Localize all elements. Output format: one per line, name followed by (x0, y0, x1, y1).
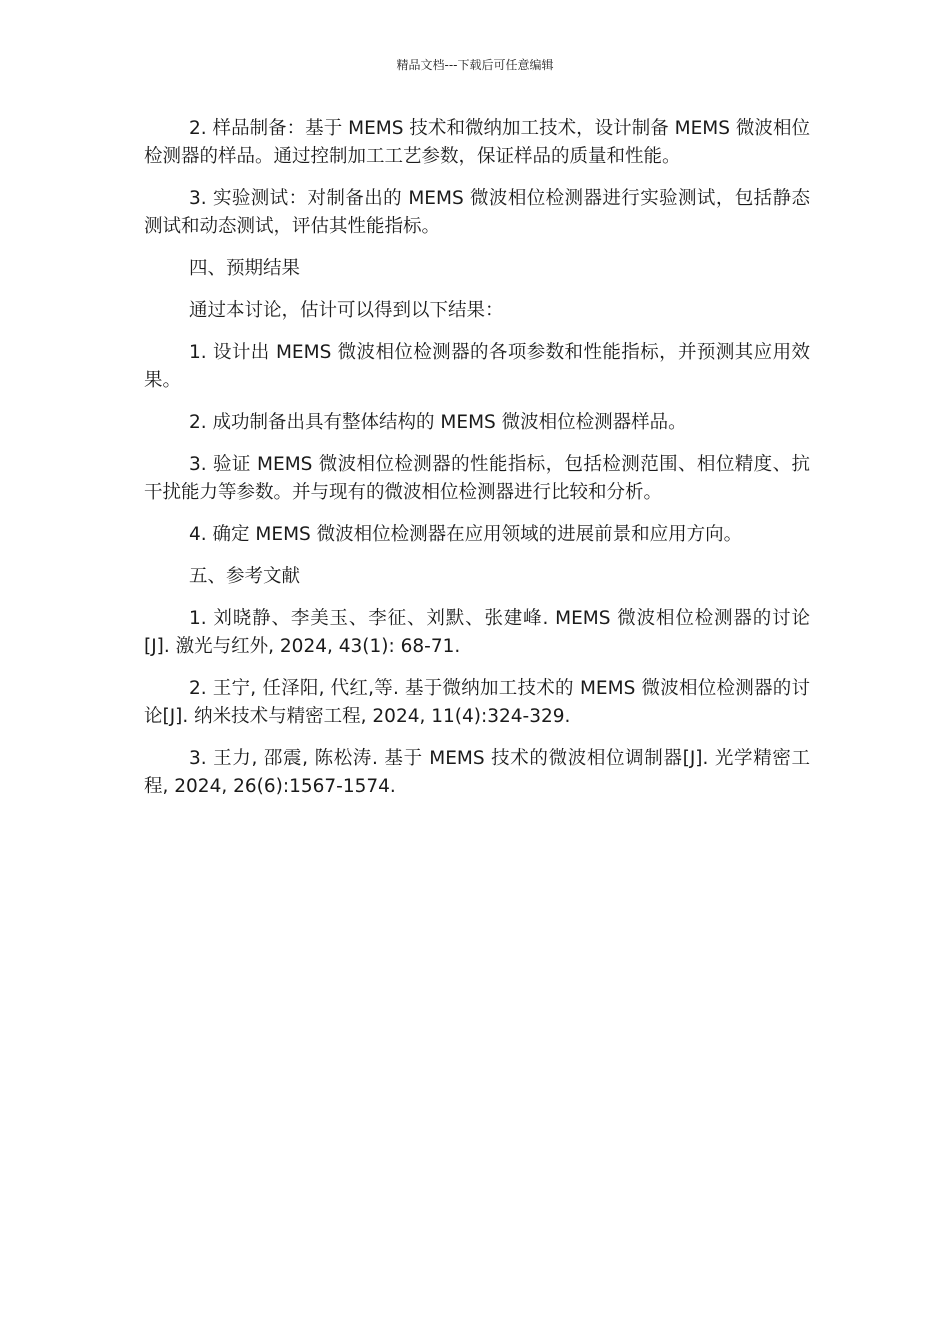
paragraph-experimental-testing: 3. 实验测试：对制备出的 MEMS 微波相位检测器进行实验测试，包括静态测试和动态测试，评估其性能指标。 (144, 188, 810, 237)
result-item-1: 1. 设计出 MEMS 微波相位检测器的各项参数和性能指标，并预测其应用效果。 (144, 342, 810, 391)
section-heading-references: 五、参考文献 (189, 566, 301, 587)
paragraph-results-intro: 通过本讨论，估计可以得到以下结果： (189, 300, 504, 321)
result-item-4: 4. 确定 MEMS 微波相位检测器在应用领域的进展前景和应用方向。 (189, 524, 743, 545)
result-item-3: 3. 验证 MEMS 微波相位检测器的性能指标，包括检测范围、相位精度、抗干扰能力等参数。并与现有的微波相位检测器进行比较和分析。 (144, 454, 810, 503)
reference-item-3: 3. 王力, 邵震, 陈松涛. 基于 MEMS 技术的微波相位调制器[J]. 光学精密工程, 2024, 26(6):1567-1574. (144, 748, 810, 797)
document-body (144, 115, 810, 815)
paragraph-sample-preparation: 2. 样品制备：基于 MEMS 技术和微纳加工技术，设计制备 MEMS 微波相位检测器的样品。通过控制加工工艺参数，保证样品的质量和性能。 (144, 118, 810, 167)
reference-item-1: 1. 刘晓静、李美玉、李征、刘默、张建峰. MEMS 微波相位检测器的讨论[J]. 激光与红外, 2024, 43(1): 68-71. (144, 608, 810, 657)
page-header: 精品文档---下载后可任意编辑 (396, 58, 554, 72)
section-heading-expected-results: 四、预期结果 (189, 258, 301, 279)
reference-item-2: 2. 王宁, 任泽阳, 代红,等. 基于微纳加工技术的 MEMS 微波相位检测器的讨论[J]. 纳米技术与精密工程, 2024, 11(4):324-329. (144, 678, 810, 727)
result-item-2: 2. 成功制备出具有整体结构的 MEMS 微波相位检测器样品。 (189, 412, 687, 433)
